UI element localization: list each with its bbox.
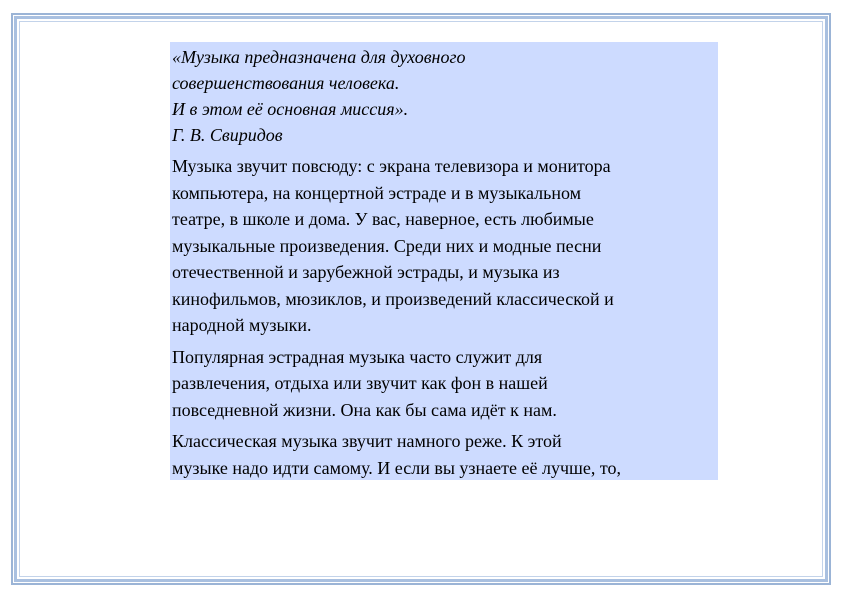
paragraph-line: развлечения, отдыха или звучит как фон в нашей [172, 373, 548, 393]
epigraph-line: И в этом её основная миссия». [172, 99, 409, 119]
paragraph-line: Музыка звучит повсюду: с экрана телевизора и монитора [172, 156, 611, 176]
paragraph-line: повседневной жизни. Она как бы сама идёт к нам. [172, 399, 557, 420]
text-box[interactable] [170, 42, 718, 480]
paragraph-line: Классическая музыка звучит намного реже. К этой [172, 431, 562, 451]
paragraph-line: отечественной и зарубежной эстрады, и музыка из [172, 262, 560, 282]
paragraph-line: музыкальные произведения. Среди них и модные песни [172, 235, 602, 256]
paragraph-line: кинофильмов, мюзиклов, и произведений классической и [172, 288, 614, 309]
paragraph-line: музыке надо идти самому. И если вы узнаете её лучше, то, [172, 457, 621, 478]
epigraph-line: совершенствования человека. [172, 73, 400, 93]
epigraph [172, 44, 716, 148]
epigraph-line: «Музыка предназначена для духовного [172, 47, 466, 67]
paragraph-1 [172, 153, 716, 339]
paragraph-line: театре, в школе и дома. У вас, наверное, есть любимые [172, 209, 594, 229]
paragraph-line: компьютера, на концертной эстраде и в музыкальном [172, 182, 582, 203]
paragraph-3 [172, 428, 716, 481]
paragraph-2 [172, 344, 716, 424]
epigraph-author: Г. В. Свиридов [172, 125, 283, 145]
paragraph-line: народной музыки. [172, 315, 312, 335]
paragraph-line: Популярная эстрадная музыка часто служит для [172, 346, 543, 367]
